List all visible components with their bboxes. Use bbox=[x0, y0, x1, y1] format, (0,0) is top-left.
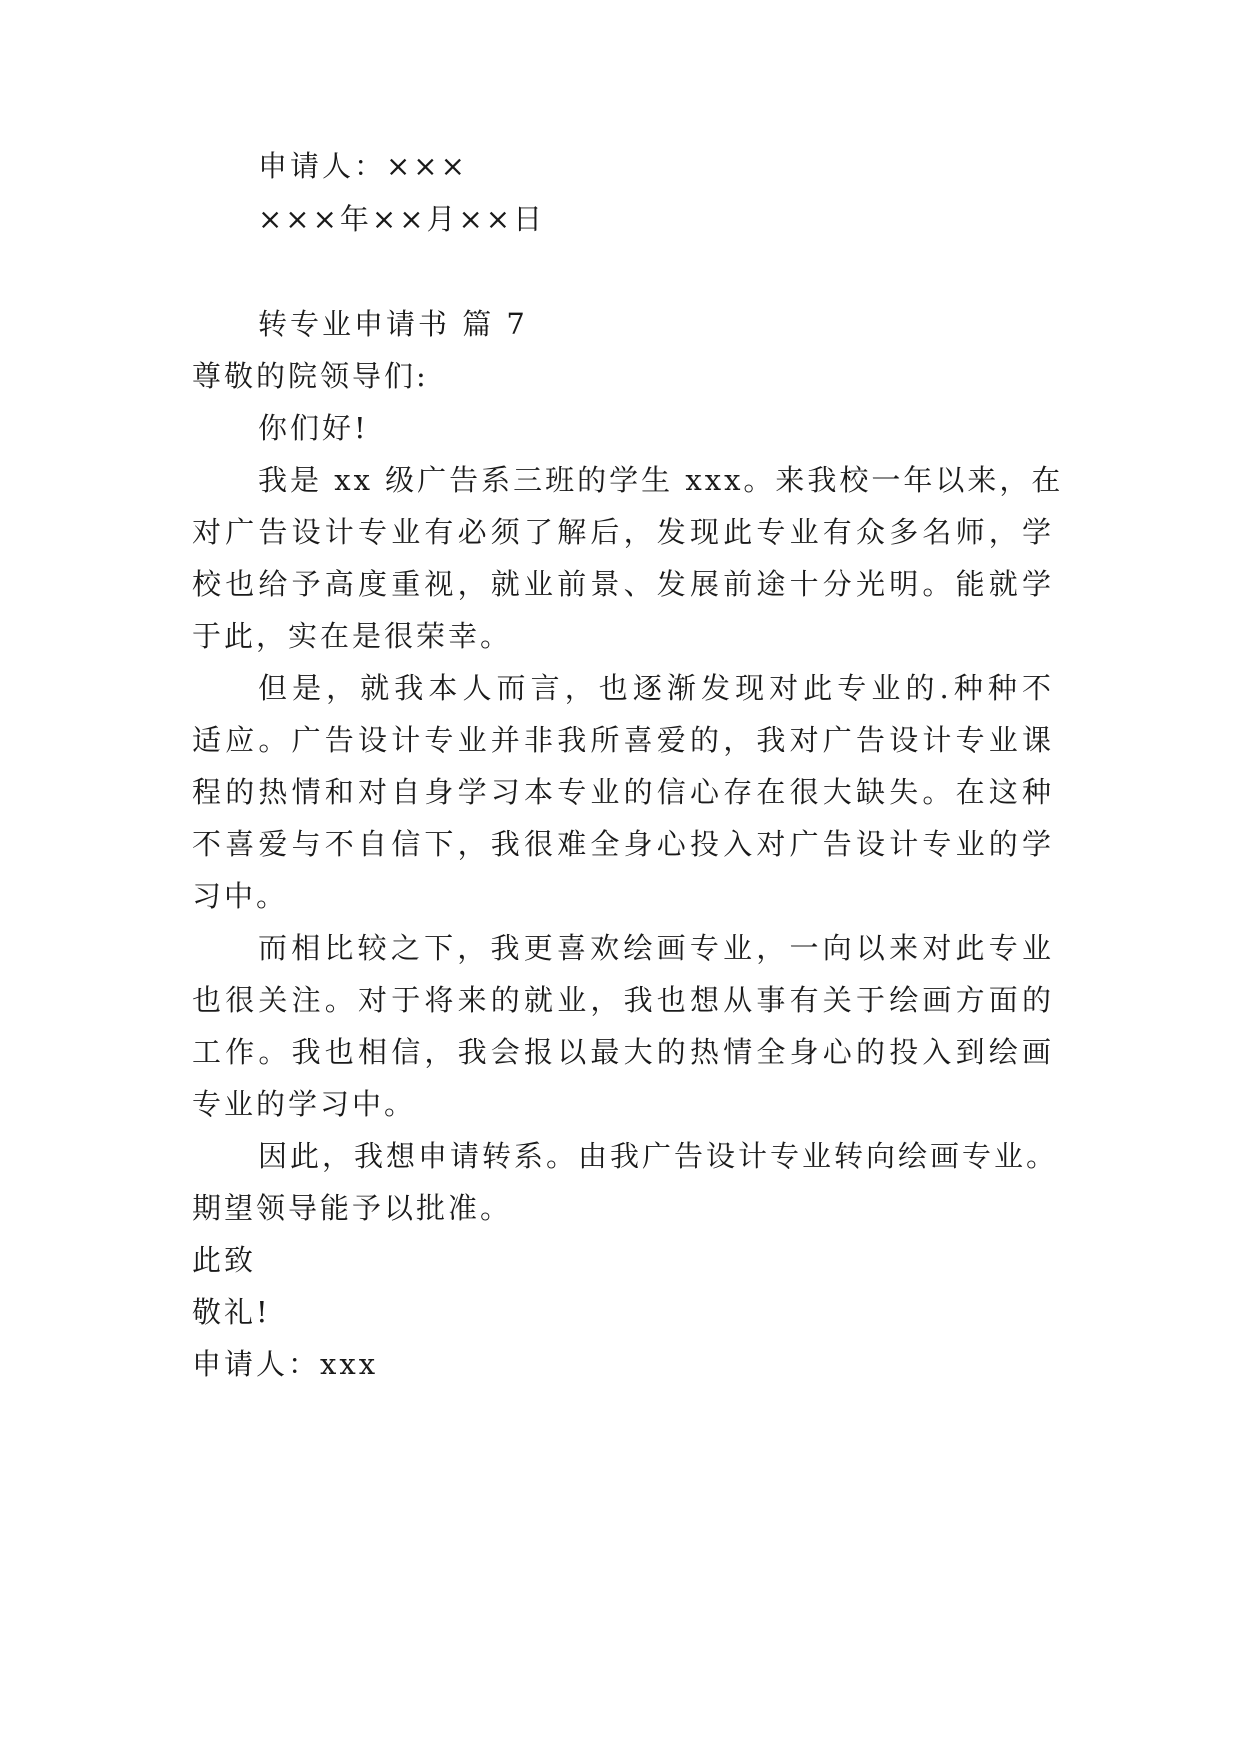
paragraph-3-line-4: 专业的学习中。 bbox=[192, 1087, 417, 1121]
paragraph-1-line-2: 对广告设计专业有必须了解后，发现此专业有众多名师，学 bbox=[192, 515, 1054, 549]
signature-applicant: 申请人：xxx bbox=[192, 1347, 379, 1381]
greeting: 你们好! bbox=[258, 411, 369, 445]
paragraph-3-line-1: 而相比较之下，我更喜欢绘画专业，一向以来对此专业 bbox=[258, 931, 1054, 965]
closing-jing-li: 敬礼! bbox=[192, 1295, 271, 1329]
paragraph-1-line-3: 校也给予高度重视，就业前景、发展前途十分光明。能就学 bbox=[192, 567, 1054, 601]
paragraph-2-line-4: 不喜爱与不自信下，我很难全身心投入对广告设计专业的学 bbox=[192, 827, 1054, 861]
paragraph-2-line-2: 适应。广告设计专业并非我所喜爱的，我对广告设计专业课 bbox=[192, 723, 1054, 757]
paragraph-3-line-3: 工作。我也相信，我会报以最大的热情全身心的投入到绘画 bbox=[192, 1035, 1054, 1069]
paragraph-2-line-3: 程的热情和对自身学习本专业的信心存在很大缺失。在这种 bbox=[192, 775, 1054, 809]
paragraph-3-line-2: 也很关注。对于将来的就业，我也想从事有关于绘画方面的 bbox=[192, 983, 1054, 1017]
paragraph-2-line-1: 但是，就我本人而言，也逐渐发现对此专业的.种种不 bbox=[258, 671, 1054, 705]
previous-applicant-line: 申请人：××× bbox=[258, 149, 468, 183]
paragraph-4-line-2: 期望领导能予以批准。 bbox=[192, 1191, 513, 1225]
section-title: 转专业申请书 篇 7 bbox=[258, 307, 528, 341]
previous-date-line: ×××年××月××日 bbox=[258, 202, 546, 236]
salutation: 尊敬的院领导们: bbox=[192, 359, 429, 393]
paragraph-1-line-1: 我是 xx 级广告系三班的学生 xxx。来我校一年以来，在 bbox=[258, 463, 1064, 497]
paragraph-1-line-4: 于此，实在是很荣幸。 bbox=[192, 619, 513, 653]
paragraph-2-line-5: 习中。 bbox=[192, 879, 289, 913]
paragraph-4-line-1: 因此，我想申请转系。由我广告设计专业转向绘画专业。 bbox=[258, 1139, 1059, 1173]
closing-ci-zhi: 此致 bbox=[192, 1243, 257, 1277]
